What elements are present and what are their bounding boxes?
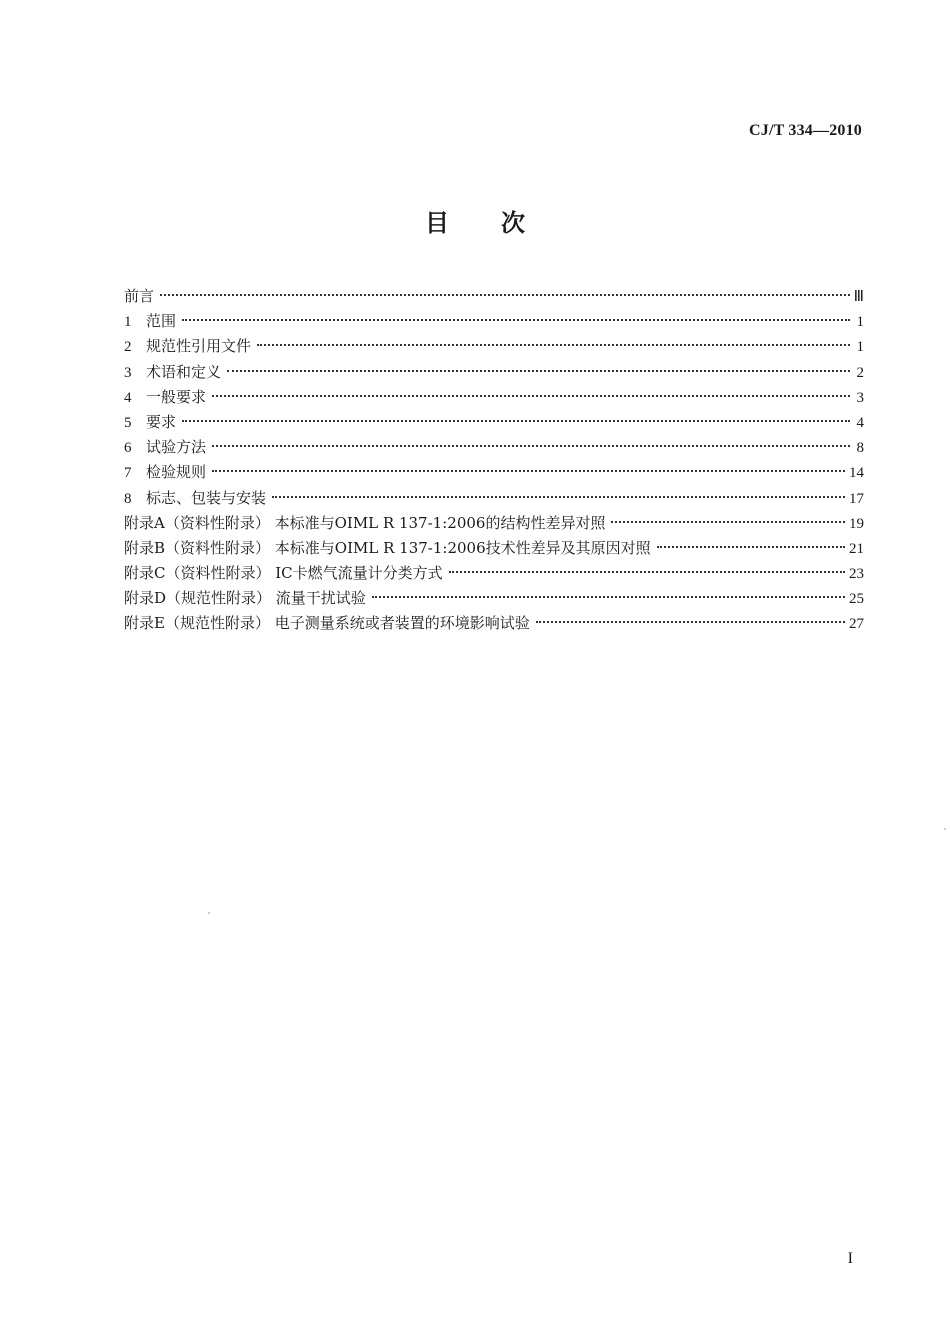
toc-entry-number: 7 [124,465,132,482]
toc-entry-number: 2 [124,339,132,356]
toc-entry-page: 23 [849,566,864,583]
toc-entry-label: 附录D（规范性附录） 流量干扰试验 [124,589,366,608]
toc-entry-label: 附录E（规范性附录） 电子测量系统或者装置的环境影响试验 [124,614,530,633]
toc-leader-dots [257,344,850,346]
toc-entry-number: 5 [124,414,132,431]
page-number: I [847,1250,853,1267]
toc-entry-label: 前言 [124,287,155,305]
toc-entry-page: 8 [856,440,864,457]
toc-leader-dots [536,621,845,623]
toc-entry-number: 1 [124,314,132,331]
scan-speck [208,912,210,914]
standard-code: CJ/T 334—2010 [749,122,862,139]
toc-entry-page: 4 [856,414,864,431]
toc-leader-dots [182,420,850,422]
toc-leader-dots [272,496,845,498]
toc-leader-dots [449,571,845,573]
toc-entry-page: 21 [849,540,864,557]
toc-entry-label: 范围 [146,312,177,331]
scan-speck [944,828,946,830]
toc-entry-3[interactable] [124,360,864,385]
toc-entry-page: 2 [856,364,864,381]
toc-entry-1[interactable] [124,309,864,334]
toc-entry-number: 3 [124,364,132,381]
toc-entry-label: 附录B（资料性附录） 本标准与OIML R 137-1:2006技术性差异及其原因对照 [124,538,651,557]
toc-entry-label: 术语和定义 [146,362,222,381]
toc-leader-dots [657,546,845,548]
toc-entry-4[interactable] [124,385,864,410]
toc-entry-7[interactable] [124,460,864,485]
toc-entry-label: 规范性引用文件 [146,337,252,356]
toc-leader-dots [372,596,845,598]
toc-entry-2[interactable] [124,334,864,359]
toc-leader-dots [182,319,850,321]
toc-entry-page: 14 [849,465,864,482]
toc-entry-appendix-a[interactable] [124,511,864,536]
toc-entry-label: 附录C（资料性附录） IC卡燃气流量计分类方式 [124,564,443,583]
toc-entry-appendix-b[interactable] [124,536,864,561]
toc-entry-label: 一般要求 [146,387,207,406]
toc-entry-foreword[interactable] [124,284,864,309]
toc-leader-dots [160,294,850,296]
toc-entry-label: 标志、包装与安装 [146,488,267,507]
toc-entry-page: 1 [856,339,864,356]
toc-entry-page: 19 [849,515,864,532]
table-of-contents [124,284,864,637]
toc-entry-appendix-c[interactable] [124,561,864,586]
toc-entry-page: Ⅲ [853,289,864,305]
toc-entry-label: 检验规则 [146,463,207,482]
toc-leader-dots [212,395,850,397]
toc-entry-label: 附录A（资料性附录） 本标准与OIML R 137-1:2006的结构性差异对照 [124,513,606,532]
toc-entry-page: 27 [849,616,864,633]
toc-leader-dots [611,521,845,523]
toc-entry-appendix-e[interactable] [124,611,864,636]
toc-leader-dots [212,470,845,472]
toc-entry-page: 25 [849,591,864,608]
toc-entry-label: 要求 [146,412,177,431]
toc-entry-6[interactable] [124,435,864,460]
toc-entry-5[interactable] [124,410,864,435]
toc-entry-page: 3 [856,389,864,406]
toc-entry-label: 试验方法 [146,438,207,457]
toc-entry-number: 6 [124,440,132,457]
toc-entry-page: 17 [849,490,864,507]
toc-entry-number: 8 [124,490,132,507]
toc-entry-number: 4 [124,389,132,406]
page-title: 目次 [425,209,577,237]
toc-leader-dots [227,370,850,372]
toc-entry-appendix-d[interactable] [124,586,864,611]
toc-entry-8[interactable] [124,486,864,511]
toc-leader-dots [212,445,850,447]
toc-entry-page: 1 [856,314,864,331]
